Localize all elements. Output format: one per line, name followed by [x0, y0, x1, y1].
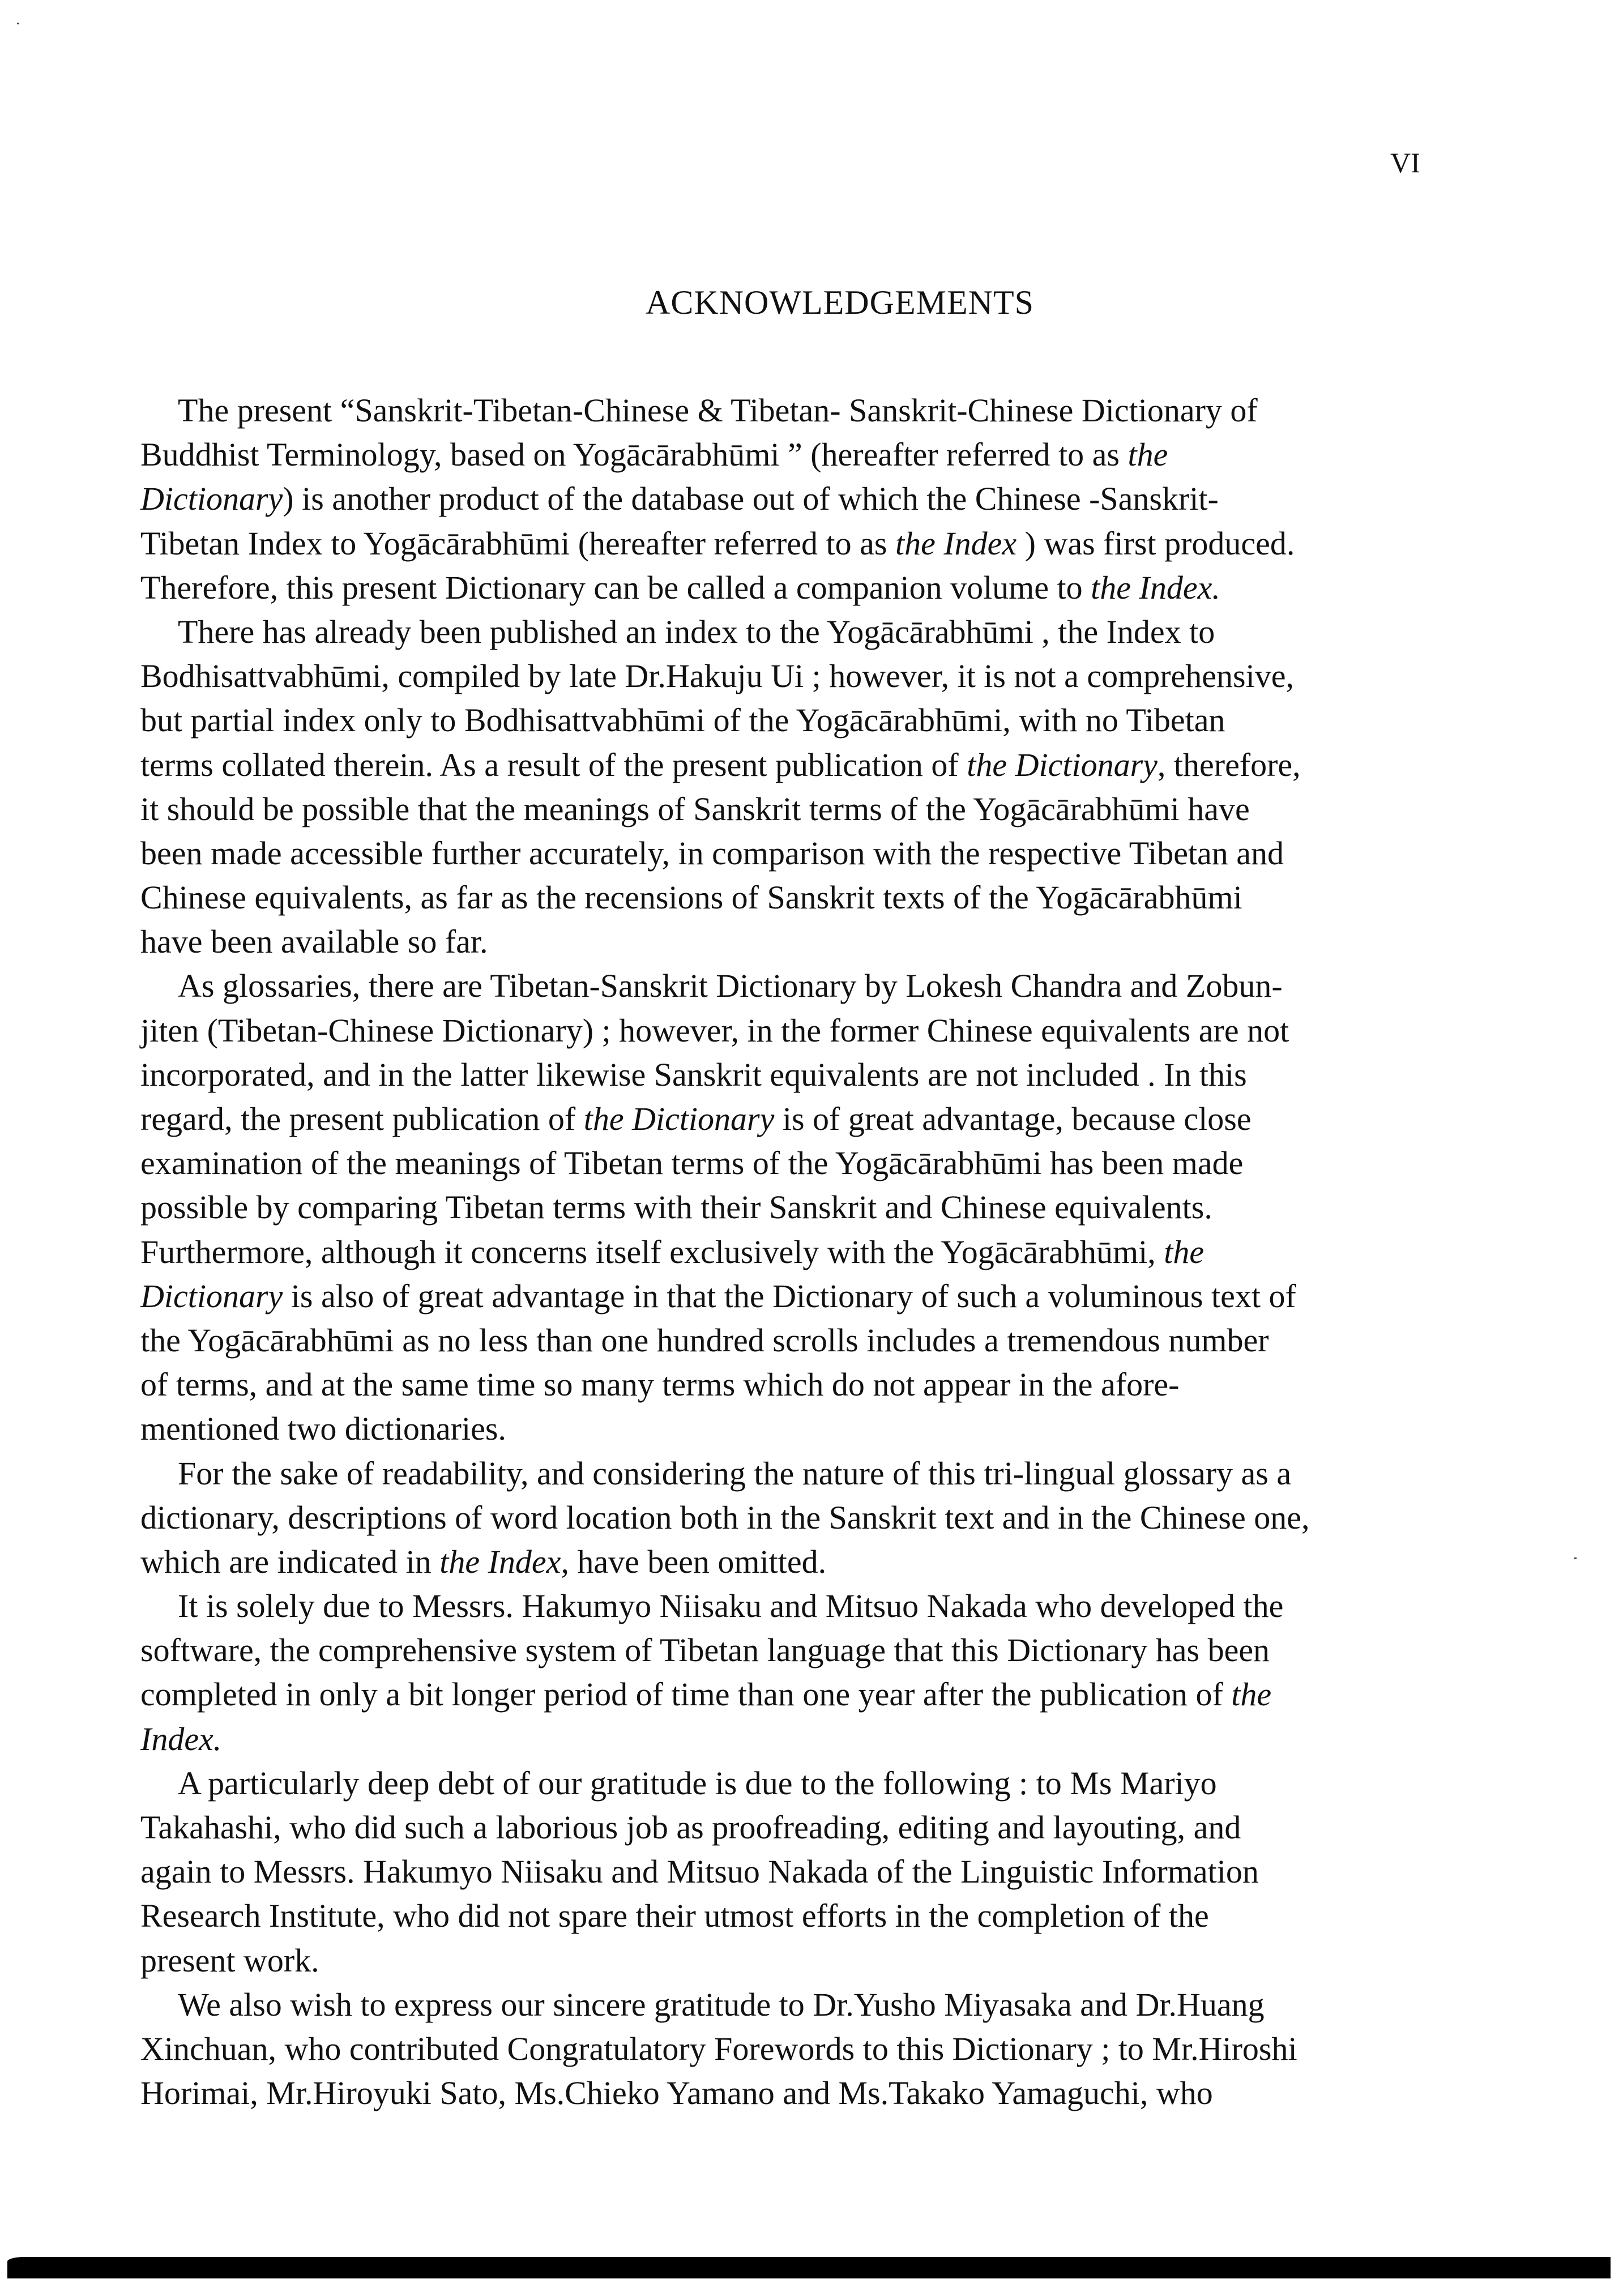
text-line	[140, 610, 1460, 654]
text-line	[140, 964, 1460, 1008]
text-line	[140, 1806, 1460, 1850]
text-line	[140, 1672, 1460, 1717]
text-segment: There has already been published an index to the Yogācārabhūmi , the Index to	[178, 613, 1215, 650]
text-segment: Chinese equivalents, as far as the recensions of Sanskrit texts of the Yogācārabhūmi	[140, 879, 1242, 916]
text-line	[140, 1185, 1460, 1230]
text-line	[140, 1850, 1460, 1894]
italic-text: the	[1127, 436, 1168, 473]
text-segment: , therefore,	[1157, 746, 1301, 783]
italic-text: the	[1164, 1233, 1205, 1270]
text-segment: Horimai, Mr.Hiroyuki Sato, Ms.Chieko Yamano and Ms.Takako Yamaguchi, who	[140, 2075, 1213, 2112]
text-segment: again to Messrs. Hakumyo Niisaku and Mitsuo Nakada of the Linguistic Information	[140, 1853, 1259, 1890]
italic-text: Dictionary	[140, 1277, 283, 1315]
text-segment: which are indicated in	[140, 1543, 440, 1580]
text-segment: have been available so far.	[140, 923, 488, 961]
text-segment: Therefore, this present Dictionary can be called a companion volume to	[140, 569, 1091, 606]
text-segment: the Yogācārabhūmi as no less than one hundred scrolls includes a tremendous number	[140, 1321, 1269, 1359]
text-segment: have been omitted.	[569, 1543, 827, 1580]
text-line	[140, 477, 1460, 521]
text-line	[140, 1983, 1460, 2027]
text-segment: As glossaries, there are Tibetan-Sanskrit Dictionary by Lokesh Chandra and Zobun-	[178, 967, 1283, 1005]
text-segment: For the sake of readability, and considering the nature of this tri-lingual glossary as a	[178, 1454, 1292, 1492]
text-line	[140, 787, 1460, 831]
text-line	[140, 1496, 1460, 1540]
text-segment: A particularly deep debt of our gratitude is due to the following : to Ms Mariyo	[178, 1764, 1217, 1802]
text-line	[140, 1939, 1460, 1983]
italic-text: the Index,	[439, 1543, 569, 1580]
text-segment: Research Institute, who did not spare their utmost efforts in the completion of the	[140, 1897, 1209, 1935]
text-segment: is also of great advantage in that the Dictionary of such a voluminous text of	[283, 1277, 1296, 1315]
text-line	[140, 1407, 1460, 1451]
text-line	[140, 1894, 1460, 1938]
scan-edge-bar	[7, 2257, 1611, 2278]
text-line	[140, 876, 1460, 920]
text-line	[140, 1230, 1460, 1274]
text-segment: dictionary, descriptions of word location both in the Sanskrit text and in the Chinese one,	[140, 1499, 1310, 1536]
text-line	[140, 433, 1460, 477]
italic-text: the Index.	[1091, 569, 1220, 606]
text-line	[140, 2071, 1460, 2115]
text-line	[140, 1009, 1460, 1053]
text-segment: it should be possible that the meanings of Sanskrit terms of the Yogācārabhūmi have	[140, 790, 1250, 827]
text-segment: Buddhist Terminology, based on Yogācārabhūmi ” (hereafter referred to as	[140, 436, 1128, 473]
text-segment: terms collated therein. As a result of the present publication of	[140, 746, 967, 783]
page-number: VI	[1390, 147, 1420, 178]
italic-text: the	[1231, 1676, 1272, 1713]
text-segment: software, the comprehensive system of Tibetan language that this Dictionary has been	[140, 1632, 1270, 1669]
text-segment: We also wish to express our sincere gratitude to Dr.Yusho Miyasaka and Dr.Huang	[178, 1986, 1265, 2023]
text-line	[140, 1584, 1460, 1628]
text-line	[140, 1274, 1460, 1318]
text-line	[140, 566, 1460, 610]
italic-text: Dictionary	[140, 480, 283, 518]
italic-text: Index.	[140, 1720, 222, 1757]
text-segment: mentioned two dictionaries.	[140, 1410, 506, 1448]
text-segment: The present “Sanskrit-Tibetan-Chinese & Tibetan- Sanskrit-Chinese Dictionary of	[178, 392, 1258, 429]
text-line	[140, 654, 1460, 698]
text-line	[140, 1452, 1460, 1496]
text-segment: ) is another product of the database out of which the Chinese -Sanskrit-	[283, 480, 1219, 518]
text-line	[140, 1717, 1460, 1761]
text-segment: completed in only a bit longer period of time than one year after the publication of	[140, 1676, 1232, 1713]
text-line	[140, 1097, 1460, 1141]
text-line	[140, 1363, 1460, 1407]
text-segment: of terms, and at the same time so many terms which do not appear in the afore-	[140, 1366, 1180, 1403]
text-line	[140, 1761, 1460, 1806]
scan-speck	[17, 23, 19, 24]
scan-speck	[1574, 1557, 1577, 1559]
page-title: ACKNOWLEDGEMENTS	[646, 284, 1034, 321]
text-line	[140, 1540, 1460, 1584]
text-segment: jiten (Tibetan-Chinese Dictionary) ; however, in the former Chinese equivalents are not	[140, 1012, 1289, 1049]
acknowledgements-body	[140, 389, 1460, 2115]
text-line	[140, 1053, 1460, 1097]
text-segment: Bodhisattvabhūmi, compiled by late Dr.Hakuju Ui ; however, it is not a comprehensive,	[140, 658, 1294, 695]
text-segment: possible by comparing Tibetan terms with their Sanskrit and Chinese equivalents.	[140, 1189, 1212, 1226]
text-segment: incorporated, and in the latter likewise Sanskrit equivalents are not included . In this	[140, 1056, 1247, 1093]
text-segment: is of great advantage, because close	[774, 1100, 1252, 1137]
italic-text: the Index	[895, 524, 1017, 562]
text-segment: ) was first produced.	[1016, 524, 1295, 562]
text-segment: Takahashi, who did such a laborious job as proofreading, editing and layouting, and	[140, 1809, 1241, 1846]
text-segment: regard, the present publication of	[140, 1100, 584, 1137]
text-segment: Xinchuan, who contributed Congratulatory Forewords to this Dictionary ; to Mr.Hiroshi	[140, 2030, 1297, 2067]
text-segment: Tibetan Index to Yogācārabhūmi (hereafter referred to as	[140, 524, 895, 562]
text-segment: present work.	[140, 1941, 319, 1979]
text-segment: It is solely due to Messrs. Hakumyo Niisaku and Mitsuo Nakada who developed the	[178, 1587, 1284, 1625]
text-line	[140, 1318, 1460, 1363]
text-line	[140, 831, 1460, 876]
text-segment: been made accessible further accurately, in comparison with the respective Tibetan and	[140, 834, 1284, 872]
text-line	[140, 522, 1460, 566]
text-line	[140, 920, 1460, 964]
text-line	[140, 2027, 1460, 2071]
text-segment: Furthermore, although it concerns itself exclusively with the Yogācārabhūmi,	[140, 1233, 1164, 1270]
text-segment: examination of the meanings of Tibetan terms of the Yogācārabhūmi has been made	[140, 1145, 1244, 1182]
italic-text: the Dictionary	[967, 746, 1158, 783]
text-line	[140, 389, 1460, 433]
text-line	[140, 743, 1460, 787]
italic-text: the Dictionary	[583, 1100, 775, 1137]
text-segment: but partial index only to Bodhisattvabhūmi of the Yogācārabhūmi, with no Tibetan	[140, 702, 1225, 739]
text-line	[140, 1628, 1460, 1672]
text-line	[140, 698, 1460, 742]
text-line	[140, 1141, 1460, 1185]
